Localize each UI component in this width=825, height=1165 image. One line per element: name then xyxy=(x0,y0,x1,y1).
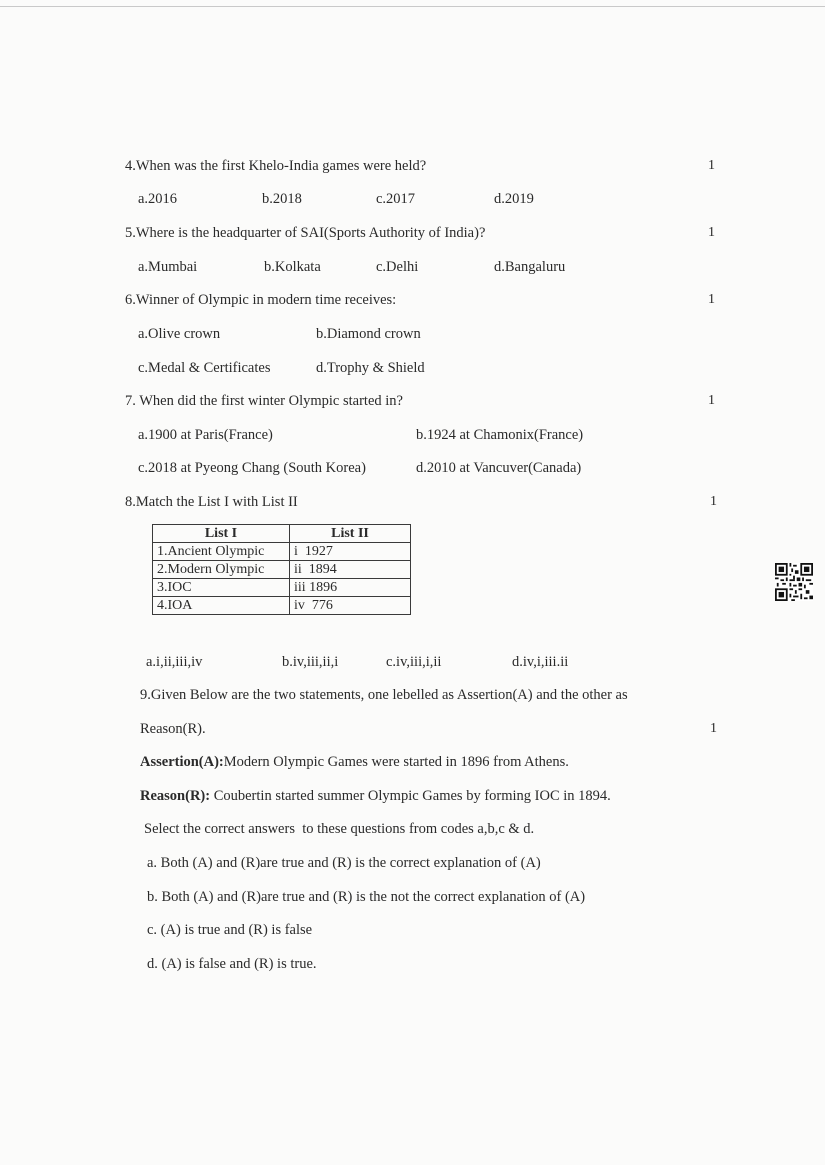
qr-code-icon xyxy=(775,563,813,601)
q9-option-d: d. (A) is false and (R) is true. xyxy=(147,956,317,972)
q6-marks: 1 xyxy=(708,292,715,307)
q7-marks: 1 xyxy=(708,393,715,408)
q7-option-c: c.2018 at Pyeong Chang (South Korea) xyxy=(138,460,366,476)
match-table-header xyxy=(153,525,411,543)
table-row xyxy=(153,579,411,597)
list2-cell: iv 776 xyxy=(290,597,411,615)
list1-cell: 4.IOA xyxy=(153,597,290,615)
assertion-label: Assertion(A): xyxy=(140,754,224,770)
list2-cell: ii 1894 xyxy=(290,561,411,579)
q4-option-a: a.2016 xyxy=(138,191,178,207)
q5-marks: 1 xyxy=(708,225,715,240)
q5-option-b: b.Kolkata xyxy=(264,259,321,275)
q8-option-a: a.i,ii,iii,iv xyxy=(146,654,203,670)
reason-text: Coubertin started summer Olympic Games by forming IOC in 1894. xyxy=(210,788,611,804)
q5-question: 5.Where is the headquarter of SAI(Sports Authority of India)? xyxy=(125,225,486,241)
q8-marks: 1 xyxy=(710,494,717,509)
q4-option-b: b.2018 xyxy=(262,191,302,207)
list2-cell: i 1927 xyxy=(290,543,411,561)
reason-line xyxy=(140,788,611,805)
q6-option-c: c.Medal & Certificates xyxy=(138,360,271,376)
q8-option-c: c.iv,iii,i,ii xyxy=(386,654,442,670)
q9-marks: 1 xyxy=(710,721,717,736)
assertion-text: Modern Olympic Games were started in 1896 from Athens. xyxy=(223,754,569,770)
q9-option-c: c. (A) is true and (R) is false xyxy=(147,922,313,938)
q9-question-line1: 9.Given Below are the two statements, one lebelled as Assertion(A) and the other as xyxy=(140,687,628,703)
q8-option-d: d.iv,i,iii.ii xyxy=(512,654,569,670)
list1-cell: 3.IOC xyxy=(153,579,290,597)
q5-option-a: a.Mumbai xyxy=(138,259,198,275)
list2-cell: iii 1896 xyxy=(290,579,411,597)
match-table xyxy=(152,524,411,615)
q4-option-d: d.2019 xyxy=(494,191,534,207)
q6-option-a: a.Olive crown xyxy=(138,326,221,342)
q5-option-d: d.Bangaluru xyxy=(494,259,566,275)
q9-question-line2: Reason(R). xyxy=(140,721,206,737)
q7-question: 7. When did the first winter Olympic started in? xyxy=(125,393,403,409)
q6-option-d: d.Trophy & Shield xyxy=(316,360,425,376)
q6-option-b: b.Diamond crown xyxy=(316,326,421,342)
q8-option-b: b.iv,iii,ii,i xyxy=(282,654,339,670)
page-top-edge xyxy=(0,6,825,7)
list1-cell: 2.Modern Olympic xyxy=(153,561,290,579)
reason-label: Reason(R): xyxy=(140,788,211,804)
q9-option-a: a. Both (A) and (R)are true and (R) is the correct explanation of (A) xyxy=(147,855,541,871)
q6-question: 6.Winner of Olympic in modern time receives: xyxy=(125,292,397,308)
q4-option-c: c.2017 xyxy=(376,191,416,207)
assertion-line xyxy=(140,754,569,771)
list2-header: List II xyxy=(290,525,411,543)
table-row xyxy=(153,597,411,615)
list1-cell: 1.Ancient Olympic xyxy=(153,543,290,561)
q8-question: 8.Match the List I with List II xyxy=(125,494,298,510)
table-row xyxy=(153,543,411,561)
q7-option-d: d.2010 at Vancuver(Canada) xyxy=(416,460,582,476)
q4-question: 4.When was the first Khelo-India games were held? xyxy=(125,158,427,174)
q7-option-b: b.1924 at Chamonix(France) xyxy=(416,427,584,443)
table-row xyxy=(153,561,411,579)
q5-option-c: c.Delhi xyxy=(376,259,419,275)
q9-option-b: b. Both (A) and (R)are true and (R) is the not the correct explanation of (A) xyxy=(147,889,586,905)
q4-marks: 1 xyxy=(708,158,715,173)
list1-header: List I xyxy=(153,525,290,543)
q9-instruction: Select the correct answers to these questions from codes a,b,c & d. xyxy=(144,821,535,837)
q7-option-a: a.1900 at Paris(France) xyxy=(138,427,273,443)
